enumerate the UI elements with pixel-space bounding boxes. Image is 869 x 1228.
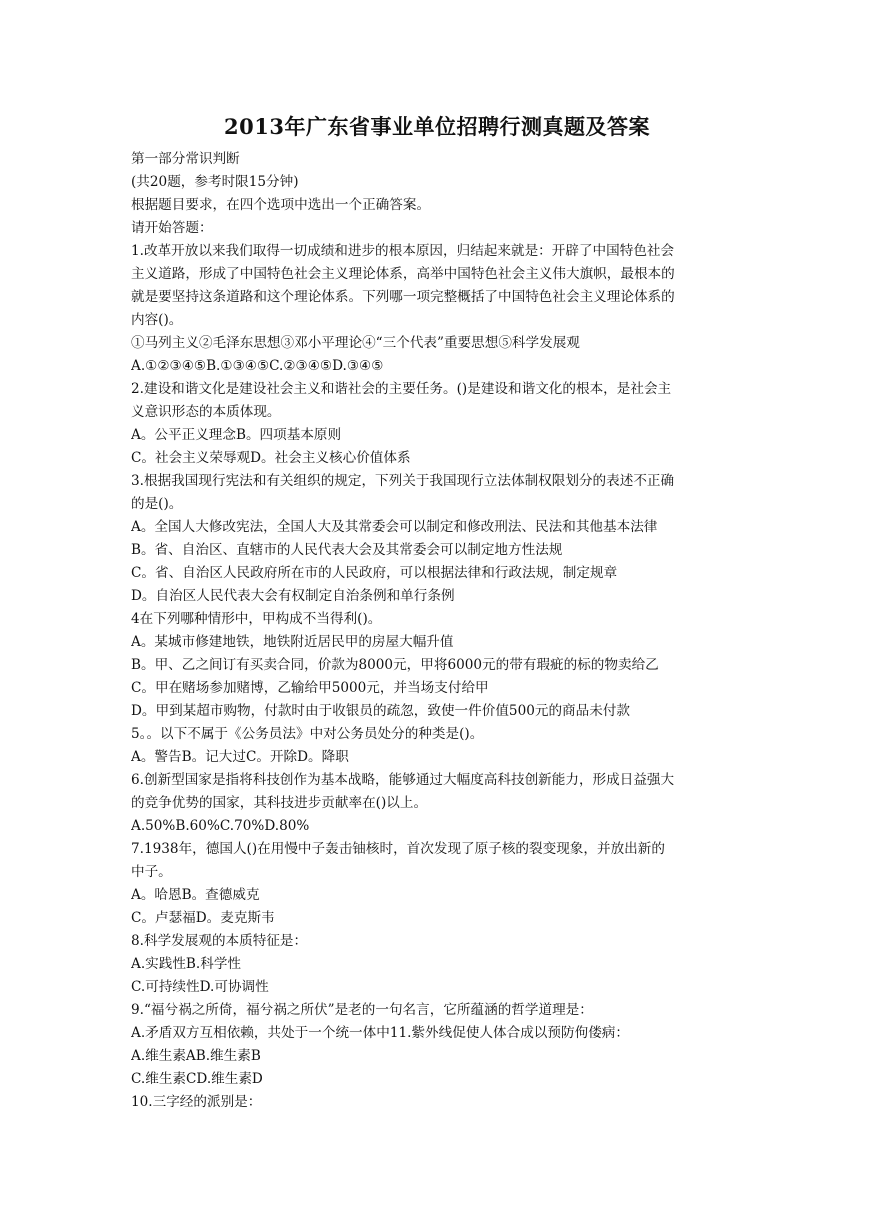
- text-line: 就是要坚持这条道路和这个理论体系。下列哪一项完整概括了中国特色社会主义理论体系的: [131, 289, 675, 305]
- text-line: C。省、自治区人民政府所在市的人民政府，可以根据法律和行政法规，制定规章: [131, 565, 618, 581]
- text-line: 根据题目要求，在四个选项中选出一个正确答案。: [131, 197, 431, 213]
- text-line: A.维生素AB.维生素B: [131, 1048, 261, 1064]
- text-line: C.可持续性D.可协调性: [131, 979, 269, 995]
- text-line: 中子。: [131, 864, 172, 880]
- text-line: D。甲到某超市购物，付款时由于收银员的疏忽，致使一件价值500元的商品未付款: [131, 703, 631, 719]
- text-line: A。警告B。记大过C。开除D。降职: [131, 749, 349, 765]
- text-line: A.50%B.60%C.70%D.80%: [131, 818, 310, 834]
- text-line: 5。。以下不属于《公务员法》中对公务员处分的种类是()。: [131, 726, 484, 742]
- text-line: A。某城市修建地铁，地铁附近居民甲的房屋大幅升值: [131, 634, 454, 650]
- text-line: C。甲在赌场参加赌博，乙输给甲5000元，并当场支付给甲: [131, 680, 489, 696]
- document-title: 2013年广东省事业单位招聘行测真题及答案: [224, 114, 650, 139]
- text-line: 8.科学发展观的本质特征是：: [131, 933, 308, 949]
- text-line: (共20题，参考时限15分钟): [131, 174, 299, 190]
- text-line: A.①②③④⑤B.①③④⑤C.②③④⑤D.③④⑤: [131, 358, 384, 374]
- text-line: 的竞争优势的国家，其科技进步贡献率在()以上。: [131, 795, 428, 811]
- text-line: 内容()。: [131, 312, 183, 328]
- text-line: C。社会主义荣辱观D。社会主义核心价值体系: [131, 450, 411, 466]
- text-line: D。自治区人民代表大会有权制定自治条例和单行条例: [131, 588, 455, 604]
- text-line: 第一部分常识判断: [131, 151, 240, 167]
- text-line: 的是()。: [131, 496, 183, 512]
- document-page: [131, 112, 743, 1114]
- document-body: [131, 148, 743, 1114]
- text-line: B。甲、乙之间订有买卖合同，价款为8000元，甲将6000元的带有瑕疵的标的物卖给乙: [131, 657, 659, 673]
- text-line: C.维生素CD.维生素D: [131, 1071, 263, 1087]
- text-line: A。哈恩B。查德威克: [131, 887, 260, 903]
- text-line: A.矛盾双方互相依赖，共处于一个统一体中11.紫外线促使人体合成以预防佝偻病：: [131, 1025, 629, 1041]
- text-line: 主义道路，形成了中国特色社会主义理论体系，高举中国特色社会主义伟大旗帜，最根本的: [131, 266, 675, 282]
- text-line: 9.“福兮祸之所倚，福兮祸之所伏”是老的一句名言，它所蕴涵的哲学道理是：: [131, 1002, 593, 1018]
- text-line: A。全国人大修改宪法，全国人大及其常委会可以制定和修改刑法、民法和其他基本法律: [131, 519, 658, 535]
- text-line: 10.三字经的派别是：: [131, 1094, 262, 1110]
- text-line: B。省、自治区、直辖市的人民代表大会及其常委会可以制定地方性法规: [131, 542, 563, 558]
- text-line: A。公平正义理念B。四项基本原则: [131, 427, 342, 443]
- text-line: 1.改革开放以来我们取得一切成绩和进步的根本原因，归结起来就是：开辟了中国特色社会: [131, 243, 675, 259]
- text-line: 7.1938年，德国人()在用慢中子轰击铀核时，首次发现了原子核的裂变现象，并放出新的: [131, 841, 665, 857]
- text-line: 3.根据我国现行宪法和有关组织的规定，下列关于我国现行立法体制权限划分的表述不正确: [131, 473, 675, 489]
- text-line: A.实践性B.科学性: [131, 956, 242, 972]
- text-line: 6.创新型国家是指将科技创作为基本战略，能够通过大幅度高科技创新能力，形成日益强大: [131, 772, 675, 788]
- text-line: 义意识形态的本质体现。: [131, 404, 281, 420]
- text-line: 请开始答题：: [131, 220, 213, 236]
- text-line: 4在下列哪种情形中，甲构成不当得利()。: [131, 611, 382, 627]
- text-line: ①马列主义②毛泽东思想③邓小平理论④“三个代表”重要思想⑤科学发展观: [131, 335, 580, 351]
- text-line: 2.建设和谐文化是建设社会主义和谐社会的主要任务。()是建设和谐文化的根本，是社会主: [131, 381, 672, 397]
- text-line: C。卢瑟福D。麦克斯韦: [131, 910, 275, 926]
